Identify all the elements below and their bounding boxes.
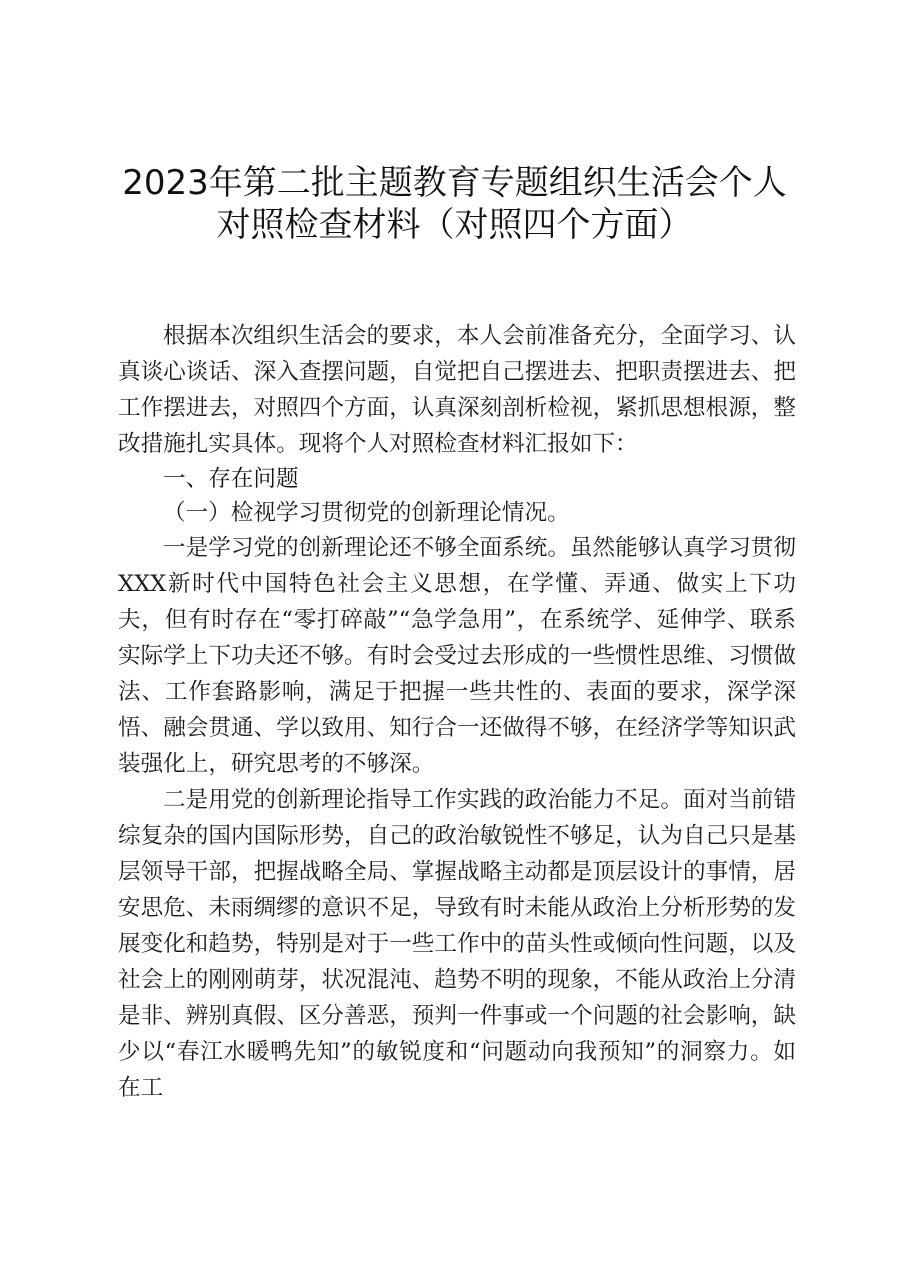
intro-paragraph: 根据本次组织生活会的要求，本人会前准备充分，全面学习、认真谈心谈话、深入查摆问题，自觉把自己摆进去、把职责摆进去、把工作摆进去，对照四个方面，认真深刻剖析检视，紧抓思想根源，整改措施扎实具体。现将个人对照检查材料汇报如下： <box>118 323 796 457</box>
section-heading-issues: 一、存在问题 <box>163 466 299 492</box>
document-body <box>118 318 796 1106</box>
document-title-line-2: 对照检查材料（对照四个方面） <box>216 205 693 245</box>
paragraph-point-one: 一是学习党的创新理论还不够全面系统。虽然能够认真学习贯彻XXX新时代中国特色社会主义思想，在学懂、弄通、做实上下功夫，但有时存在“零打碎敲”“急学急用”，在系统学、延伸学、联系实际学上下功夫还不够。有时会受过去形成的一些惯性思维、习惯做法、工作套路影响，满足于把握一些共性的、表面的要求，深学深悟、融会贯通、学以致用、知行合一还做得不够，在经济学等知识武装强化上，研究思考的不够深。 <box>118 535 796 777</box>
subsection-heading-theory-study: （一）检视学习贯彻党的创新理论情况。 <box>163 500 570 526</box>
paragraph-point-two: 二是用党的创新理论指导工作实践的政治能力不足。面对当前错综复杂的国内国际形势，自己的政治敏锐性不够足，认为自己只是基层领导干部，把握战略全局、掌握战略主动都是顶层设计的事情，居安思危、未雨绸缪的意识不足，导致有时未能从政治上分析形势的发展变化和趋势，特别是对于一些工作中的苗头性或倾向性问题，以及社会上的刚刚萌芽，状况混沌、趋势不明的现象，不能从政治上分清是非、辨别真假、区分善恶，预判一件事或一个问题的社会影响，缺少以“春江水暖鸭先知”的敏锐度和“问题动向我预知”的洞察力。如在工 <box>118 787 796 1101</box>
document-title-line-1: 2023年第二批主题教育专题组织生活会个人 <box>122 163 787 203</box>
